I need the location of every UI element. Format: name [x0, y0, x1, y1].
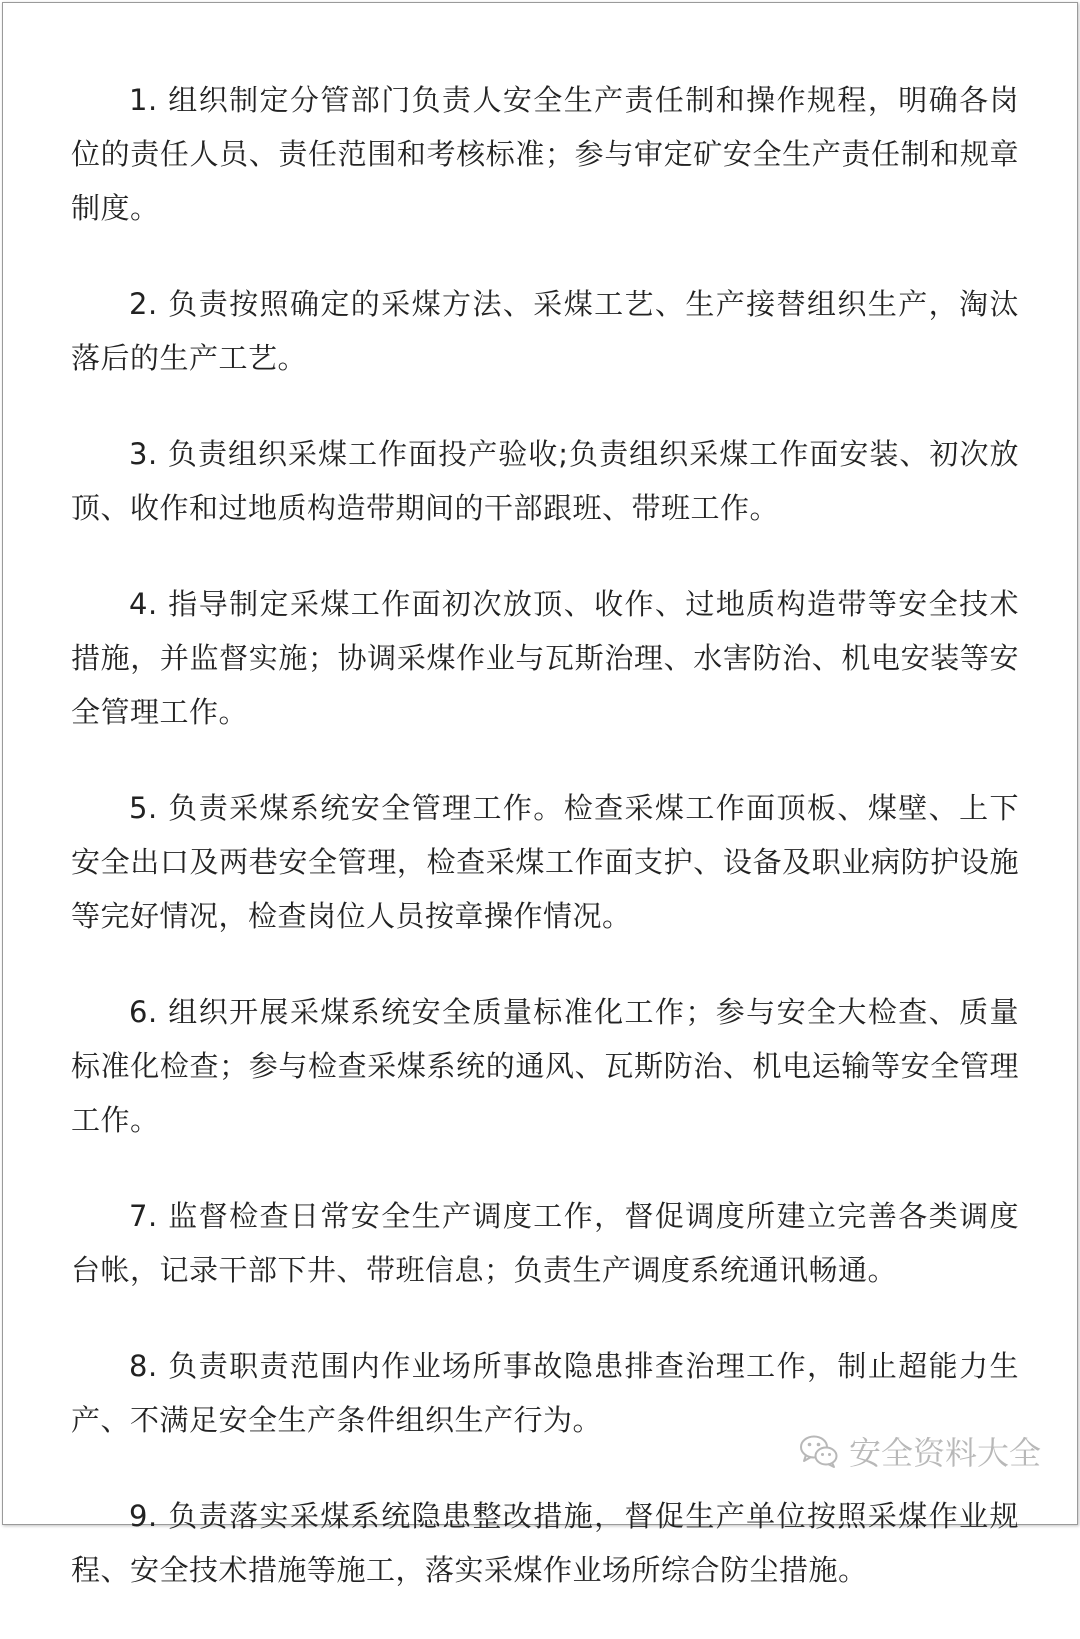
- paragraph-9: 9. 负责落实采煤系统隐患整改措施，督促生产单位按照采煤作业规程、安全技术措施等施工，落实采煤作业场所综合防尘措施。: [71, 1499, 1019, 1587]
- paragraph-2: 2. 负责按照确定的采煤方法、采煤工艺、生产接替组织生产，淘汰落后的生产工艺。: [71, 287, 1019, 375]
- paragraph-1: 1. 组织制定分管部门负责人安全生产责任制和操作规程，明确各岗位的责任人员、责任范围和考核标准；参与审定矿安全生产责任制和规章制度。: [71, 83, 1019, 225]
- paragraph-5: 5. 负责采煤系统安全管理工作。检查采煤工作面顶板、煤壁、上下安全出口及两巷安全管理，检查采煤工作面支护、设备及职业病防护设施等完好情况，检查岗位人员按章操作情况。: [71, 791, 1019, 933]
- wechat-icon: [799, 1433, 839, 1469]
- document-body: [71, 73, 1019, 1639]
- watermark: [799, 1428, 1041, 1474]
- paragraph-6: 6. 组织开展采煤系统安全质量标准化工作；参与安全大检查、质量标准化检查；参与检查采煤系统的通风、瓦斯防治、机电运输等安全管理工作。: [71, 995, 1019, 1137]
- paragraph-7: 7. 监督检查日常安全生产调度工作，督促调度所建立完善各类调度台帐，记录干部下井、带班信息；负责生产调度系统通讯畅通。: [71, 1199, 1019, 1287]
- paragraph-8: 8. 负责职责范围内作业场所事故隐患排查治理工作，制止超能力生产、不满足安全生产条件组织生产行为。: [71, 1349, 1019, 1437]
- paragraph-4: 4. 指导制定采煤工作面初次放顶、收作、过地质构造带等安全技术措施，并监督实施；协调采煤作业与瓦斯治理、水害防治、机电安装等安全管理工作。: [71, 587, 1019, 729]
- paragraph-3: 3. 负责组织采煤工作面投产验收;负责组织采煤工作面安装、初次放顶、收作和过地质构造带期间的干部跟班、带班工作。: [71, 437, 1019, 525]
- document-page: [2, 2, 1078, 1587]
- watermark-text: 安全资料大全: [848, 1434, 1041, 1472]
